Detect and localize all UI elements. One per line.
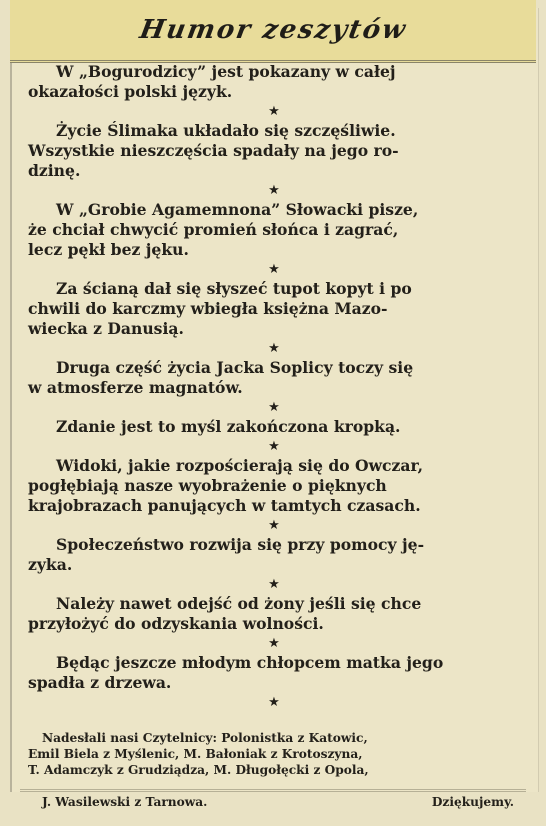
star-separator-icon: ★ — [268, 341, 280, 356]
star-separator-icon: ★ — [268, 518, 280, 533]
reader-credits — [28, 714, 514, 826]
article-header — [10, 0, 536, 63]
credits-last-name: J. Wasilewski z Tarnowa. — [42, 795, 208, 809]
joke-item-1: W „Bogurodzicy” jest pokazany w całej okazałości polski język. — [28, 62, 396, 101]
star-separator-icon: ★ — [268, 183, 280, 198]
joke-item-4: Za ścianą dał się słyszeć tupot kopyt i po chwili do karczmy wbiegła księżna Mazo- wiecka z Danusią. — [28, 279, 412, 338]
bottom-rule — [20, 789, 526, 798]
star-separator-icon: ★ — [268, 695, 280, 710]
joke-item-3: W „Grobie Agamemnona” Słowacki pisze, że chciał chwycić promień słońca i zagrać, lecz pękł bez jęku. — [28, 200, 419, 259]
joke-item-2: Życie Ślimaka układało się szczęśliwie. Wszystkie nieszczęścia spadały na jego ro- dzinę. — [28, 121, 399, 180]
joke-item-8: Społeczeństwo rozwija się przy pomocy ję- zyka. — [28, 535, 425, 574]
credits-text: Nadesłali nasi Czytelnicy: Polonistka z Katowic, Emil Biela z Myślenic, M. Bałoniak z Krotoszyna, T. Adamczyk z Grudziądza, M. Długołęcki z Opola, — [28, 731, 369, 777]
joke-item-6: Zdanie jest to myśl zakończona kropką. — [56, 417, 401, 436]
star-separator-icon: ★ — [268, 400, 280, 415]
star-separator-icon: ★ — [268, 439, 280, 454]
joke-item-9: Należy nawet odejść od żony jeśli się chce przyłożyć do odzyskania wolności. — [28, 594, 422, 633]
article-body — [28, 62, 514, 826]
star-separator-icon: ★ — [268, 577, 280, 592]
credits-thanks: Dziękujemy. — [431, 795, 514, 809]
star-separator-icon: ★ — [268, 636, 280, 651]
star-separator-icon: ★ — [268, 262, 280, 277]
article-title: Humor zeszytów — [137, 15, 409, 45]
star-separator-icon: ★ — [268, 104, 280, 119]
joke-item-10: Będąc jeszcze młodym chłopcem matka jego spadła z drzewa. — [28, 653, 444, 692]
joke-item-7: Widoki, jakie rozpościerają się do Owczar, pogłębiają nasze wyobrażenie o pięknych krajobrazach panujących w tamtych czasach. — [28, 456, 424, 515]
joke-item-5: Druga część życia Jacka Soplicy toczy się w atmosferze magnatów. — [28, 358, 414, 397]
